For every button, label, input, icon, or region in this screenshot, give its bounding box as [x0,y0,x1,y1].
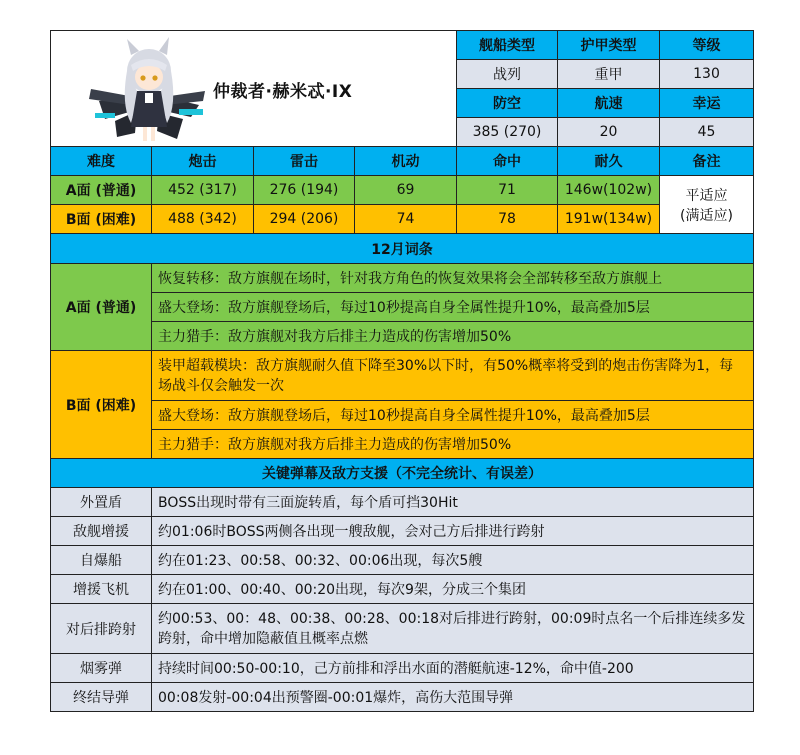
mechanic-desc: 持续时间00:50-00:10，己方前排和浮出水面的潜艇航速-12%，命中值-200 [152,654,754,683]
note-cell [660,176,754,234]
table-row [51,683,754,712]
affix-a-item: 盛大登场：敌方旗舰登场后，每过10秒提高自身全属性提升10%，最高叠加5层 [152,293,754,322]
stats-row-a [51,176,754,205]
row-b-hp: 191w(134w) [558,205,660,234]
col-firepower: 炮击 [152,147,254,176]
affix-a-item: 主力猎手：敌方旗舰对我方后排主力造成的伤害增加50% [152,322,754,351]
row-a-accuracy: 71 [457,176,558,205]
ship-type-label: 舰船类型 [457,31,558,60]
stats-row-b [51,205,754,234]
boss-info-sheet [50,30,753,712]
speed-value: 20 [558,118,660,147]
row-a-difficulty: A面 (普通) [51,176,152,205]
boss-name: 仲裁者·赫米忒·IX [213,82,353,102]
speed-label: 航速 [558,89,660,118]
row-b-difficulty: B面 (困难) [51,205,152,234]
col-difficulty: 难度 [51,147,152,176]
row-a-torpedo: 276 (194) [254,176,355,205]
col-torpedo: 雷击 [254,147,355,176]
affix-b-item: 主力猎手：敌方旗舰对我方后排主力造成的伤害增加50% [152,430,754,459]
mechanic-desc: 约01:06时BOSS两侧各出现一艘敌舰，会对己方后排进行跨射 [152,517,754,546]
note-line-2: (满适应) [680,207,733,224]
affix-a-label: A面 (普通) [51,264,152,351]
mechanic-desc: 约00:53、00：48、00:38、00:28、00:18对后排进行跨射，00:09时点名一个后排连续多发跨射，命中增加隐蔽值且概率点燃 [152,604,754,654]
table-row [51,654,754,683]
row-b-accuracy: 78 [457,205,558,234]
table-row [51,604,754,654]
row-a-firepower: 452 (317) [152,176,254,205]
luck-value: 45 [660,118,754,147]
mechanic-name: 终结导弹 [51,683,152,712]
row-b-firepower: 488 (342) [152,205,254,234]
mechanic-name: 自爆船 [51,546,152,575]
armor-type-value: 重甲 [558,60,660,89]
ship-type-value: 战列 [457,60,558,89]
table-row [51,488,754,517]
mechanic-name: 对后排跨射 [51,604,152,654]
affix-b-item: 装甲超载模块：敌方旗舰耐久值下降至30%以下时，有50%概率将受到的炮击伤害降为1，每场战斗仅会触发一次 [152,351,754,401]
boss-portrait-cell [51,31,457,147]
mechanic-name: 外置盾 [51,488,152,517]
mechanic-desc: 00:08发射-00:04出预警圈-00:01爆炸，高伤大范围导弹 [152,683,754,712]
luck-label: 幸运 [660,89,754,118]
row-a-evasion: 69 [355,176,457,205]
aa-label: 防空 [457,89,558,118]
table-row [51,546,754,575]
aa-value: 385 (270) [457,118,558,147]
mechanic-desc: 约在01:00、00:40、00:20出现，每次9架，分成三个集团 [152,575,754,604]
affix-b-item: 盛大登场：敌方旗舰登场后，每过10秒提高自身全属性提升10%，最高叠加5层 [152,401,754,430]
row-b-evasion: 74 [355,205,457,234]
affix-b-label: B面 (困难) [51,351,152,459]
mechanic-desc: BOSS出现时带有三面旋转盾，每个盾可挡30Hit [152,488,754,517]
level-value: 130 [660,60,754,89]
row-b-torpedo: 294 (206) [254,205,355,234]
mechanic-desc: 约在01:23、00:58、00:32、00:06出现，每次5艘 [152,546,754,575]
affix-a-item: 恢复转移：敌方旗舰在场时，针对我方角色的恢复效果将会全部转移至敌方旗舰上 [152,264,754,293]
mechanic-name: 增援飞机 [51,575,152,604]
table-row [51,517,754,546]
col-note: 备注 [660,147,754,176]
mechanics-title: 关键弹幕及敌方支援（不完全统计、有误差） [51,459,754,488]
boss-info-table [50,30,754,712]
armor-type-label: 护甲类型 [558,31,660,60]
col-evasion: 机动 [355,147,457,176]
mechanic-name: 敌舰增援 [51,517,152,546]
col-accuracy: 命中 [457,147,558,176]
level-label: 等级 [660,31,754,60]
row-a-hp: 146w(102w) [558,176,660,205]
note-line-1: 平适应 [685,187,728,204]
col-hp: 耐久 [558,147,660,176]
affixes-title: 12月词条 [51,234,754,264]
arbiter-character-portrait [87,35,207,147]
table-row [51,575,754,604]
mechanic-name: 烟雾弹 [51,654,152,683]
